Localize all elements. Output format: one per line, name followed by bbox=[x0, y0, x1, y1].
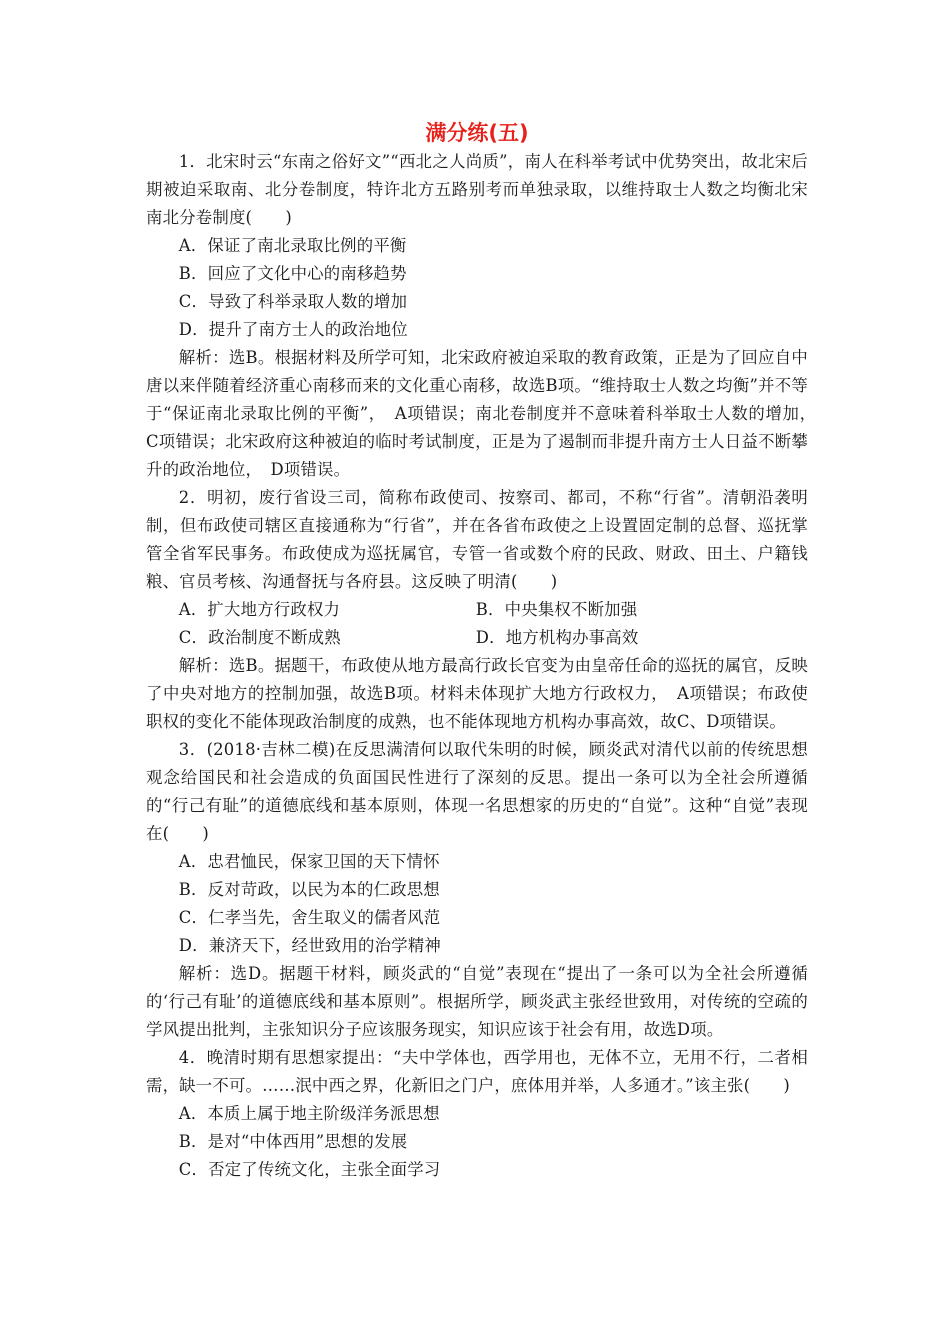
question-3-analysis: 解析：选D。据题干材料，顾炎武的“自觉”表现在“提出了一条可以为全社会所遵循的‘行己有耻’的道德底线和基本原则”。根据所学，顾炎武主张经世致用，对传统的空疏的学风提出批判，主张知识分子应该服务现实，知识应该于社会有用，故选D项。 bbox=[146, 964, 808, 1039]
question-3-option-b: B．反对苛政，以民为本的仁政思想 bbox=[178, 880, 440, 899]
question-3-stem: 3．(2018·吉林二模)在反思满清何以取代朱明的时候，顾炎武对清代以前的传统思想观念给国民和社会造成的负面国民性进行了深刻的反思。提出一条可以为全社会所遵循的“行己有耻”的道德底线和基本原则，体现一名思想家的历史的“自觉”。这种“自觉”表现在( ) bbox=[146, 740, 808, 843]
question-2-option-c: C．政治制度不断成熟 bbox=[178, 628, 341, 647]
question-4-option-c: C．否定了传统文化，主张全面学习 bbox=[178, 1160, 441, 1179]
question-1-option-a: A．保证了南北录取比例的平衡 bbox=[178, 236, 407, 255]
question-2-stem: 2．明初，废行省设三司，简称布政使司、按察司、都司，不称“行省”。清朝沿袭明制，但布政使司辖区直接通称为“行省”，并在各省布政使之上设置固定制的总督、巡抚掌管全省军民事务。布政使成为巡抚属官，专管一省或数个府的民政、财政、田土、户籍钱粮、官员考核、沟通督抚与各府县。这反映了明清( ) bbox=[146, 488, 808, 591]
question-3-option-c: C．仁孝当先，舍生取义的儒者风范 bbox=[178, 908, 441, 927]
question-2-options-row-1 bbox=[146, 596, 808, 624]
question-1-analysis: 解析：选B。根据材料及所学可知，北宋政府被迫采取的教育政策，正是为了回应自中唐以来伴随着经济重心南移而来的文化重心南移，故选B项。“维持取士人数之均衡”并不等于“保证南北录取比例的平衡”， A项错误；南北卷制度并不意味着科举取士人数的增加， C项错误；北宋政府这种被迫的临时考试制度，正是为了遏制而非提升南方士人日益不断攀升的政治地位， D项错误。 bbox=[146, 348, 825, 479]
document-page bbox=[146, 118, 825, 1184]
question-4-stem: 4．晚清时期有思想家提出：“夫中学体也，西学用也，无体不立，无用不行，二者相需，缺一不可。……泯中西之界，化新旧之门户，庶体用并举，人多通才。”该主张( ) bbox=[146, 1048, 808, 1095]
question-3-option-d: D．兼济天下，经世致用的治学精神 bbox=[178, 936, 441, 955]
question-3-option-a: A．忠君恤民，保家卫国的天下情怀 bbox=[178, 852, 440, 871]
question-1-option-d: D．提升了南方士人的政治地位 bbox=[178, 320, 408, 339]
page-title: 满分练(五) bbox=[425, 121, 529, 145]
question-2-option-d: D．地方机构办事高效 bbox=[475, 628, 639, 647]
question-2-option-b: B．中央集权不断加强 bbox=[475, 600, 638, 619]
question-2-option-a: A．扩大地方行政权力 bbox=[178, 600, 341, 619]
question-1-option-b: B．回应了文化中心的南移趋势 bbox=[178, 264, 407, 283]
question-2-options-row-2 bbox=[146, 624, 808, 652]
question-4-option-b: B．是对“中体西用”思想的发展 bbox=[178, 1132, 408, 1151]
question-2-analysis: 解析：选B。据题干，布政使从地方最高行政长官变为由皇帝任命的巡抚的属官，反映了中央对地方的控制加强，故选B项。材料未体现扩大地方行政权力， A项错误；布政使职权的变化不能体现政治制度的成熟，也不能体现地方机构办事高效，故C、D项错误。 bbox=[146, 656, 808, 731]
question-4-option-a: A．本质上属于地主阶级洋务派思想 bbox=[178, 1104, 440, 1123]
question-1-stem: 1．北宋时云“东南之俗好文”“西北之人尚质”，南人在科举考试中优势突出，故北宋后期被迫采取南、北分卷制度，特许北方五路别考而单独录取，以维持取士人数之均衡北宋南北分卷制度( ) bbox=[146, 152, 808, 227]
question-1-option-c: C．导致了科举录取人数的增加 bbox=[178, 292, 408, 311]
